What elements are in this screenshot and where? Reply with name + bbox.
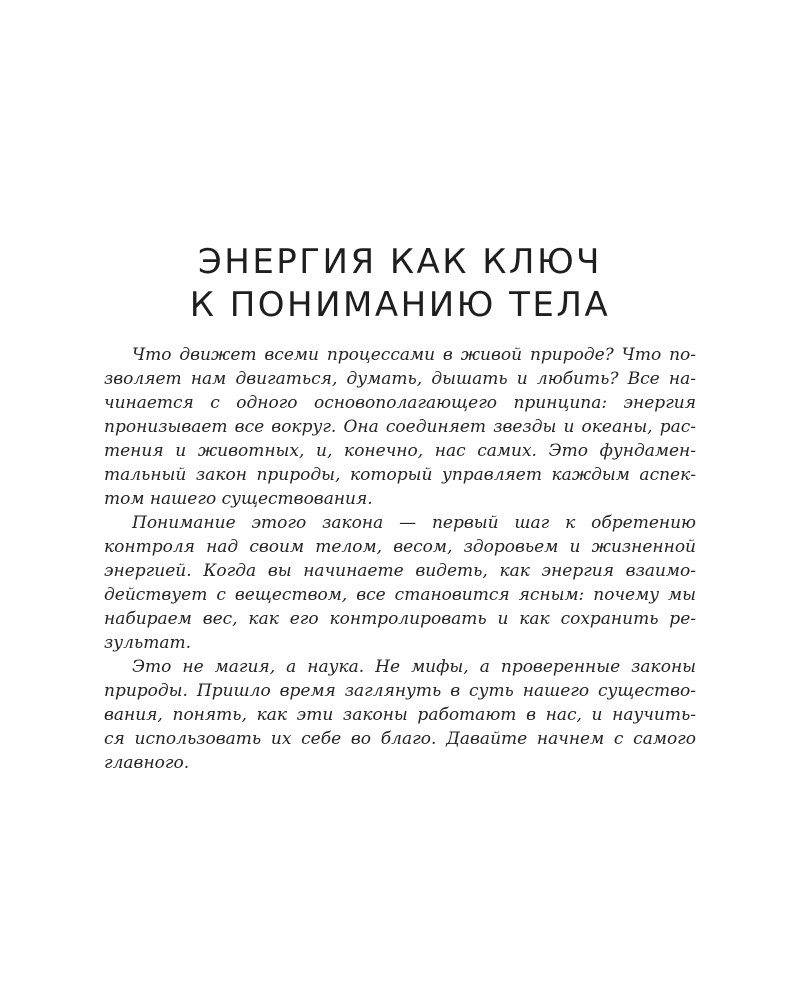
text-line: ся использовать их себе во благо. Давайте начнем с самого [104,729,696,749]
text-line: природы. Пришло время заглянуть в суть нашего существо- [104,681,696,701]
text-line: энергией. Когда вы начинаете видеть, как энергия взаимо- [104,561,696,581]
text-line: тения и животных, и, конечно, нас самих. Это фундамен- [104,441,696,461]
text-line: вания, понять, как эти законы работают в нас, и научить- [104,705,696,725]
text-line: Понимание этого закона — первый шаг к обретению [132,513,696,533]
chapter-title-line-2: К ПОНИМАНИЮ ТЕЛА [189,285,611,325]
text-line: контроля над своим телом, весом, здоровьем и жизненной [104,537,696,557]
text-line: главного. [104,753,190,773]
chapter-title-line-1: ЭНЕРГИЯ КАК КЛЮЧ [198,242,602,282]
text-line: чинается с одного основополагающего принципа: энергия [104,393,696,413]
text-line: пронизывает все вокруг. Она соединяет звезды и океаны, рас- [104,417,696,437]
text-line: том нашего существования. [104,489,373,509]
text-line: тальный закон природы, который управляет каждым аспек- [104,465,696,485]
text-line: набираем вес, как его контролировать и как сохранить ре- [104,609,696,629]
text-line: действует с веществом, все становится ясным: почему мы [104,585,696,605]
text-line: Это не магия, а наука. Не мифы, а проверенные законы [132,657,696,677]
text-line: зволяет нам двигаться, думать, дышать и любить? Все на- [104,369,696,389]
text-line: зультат. [104,633,191,653]
text-line: Что движет всеми процессами в живой природе? Что по- [132,345,696,365]
